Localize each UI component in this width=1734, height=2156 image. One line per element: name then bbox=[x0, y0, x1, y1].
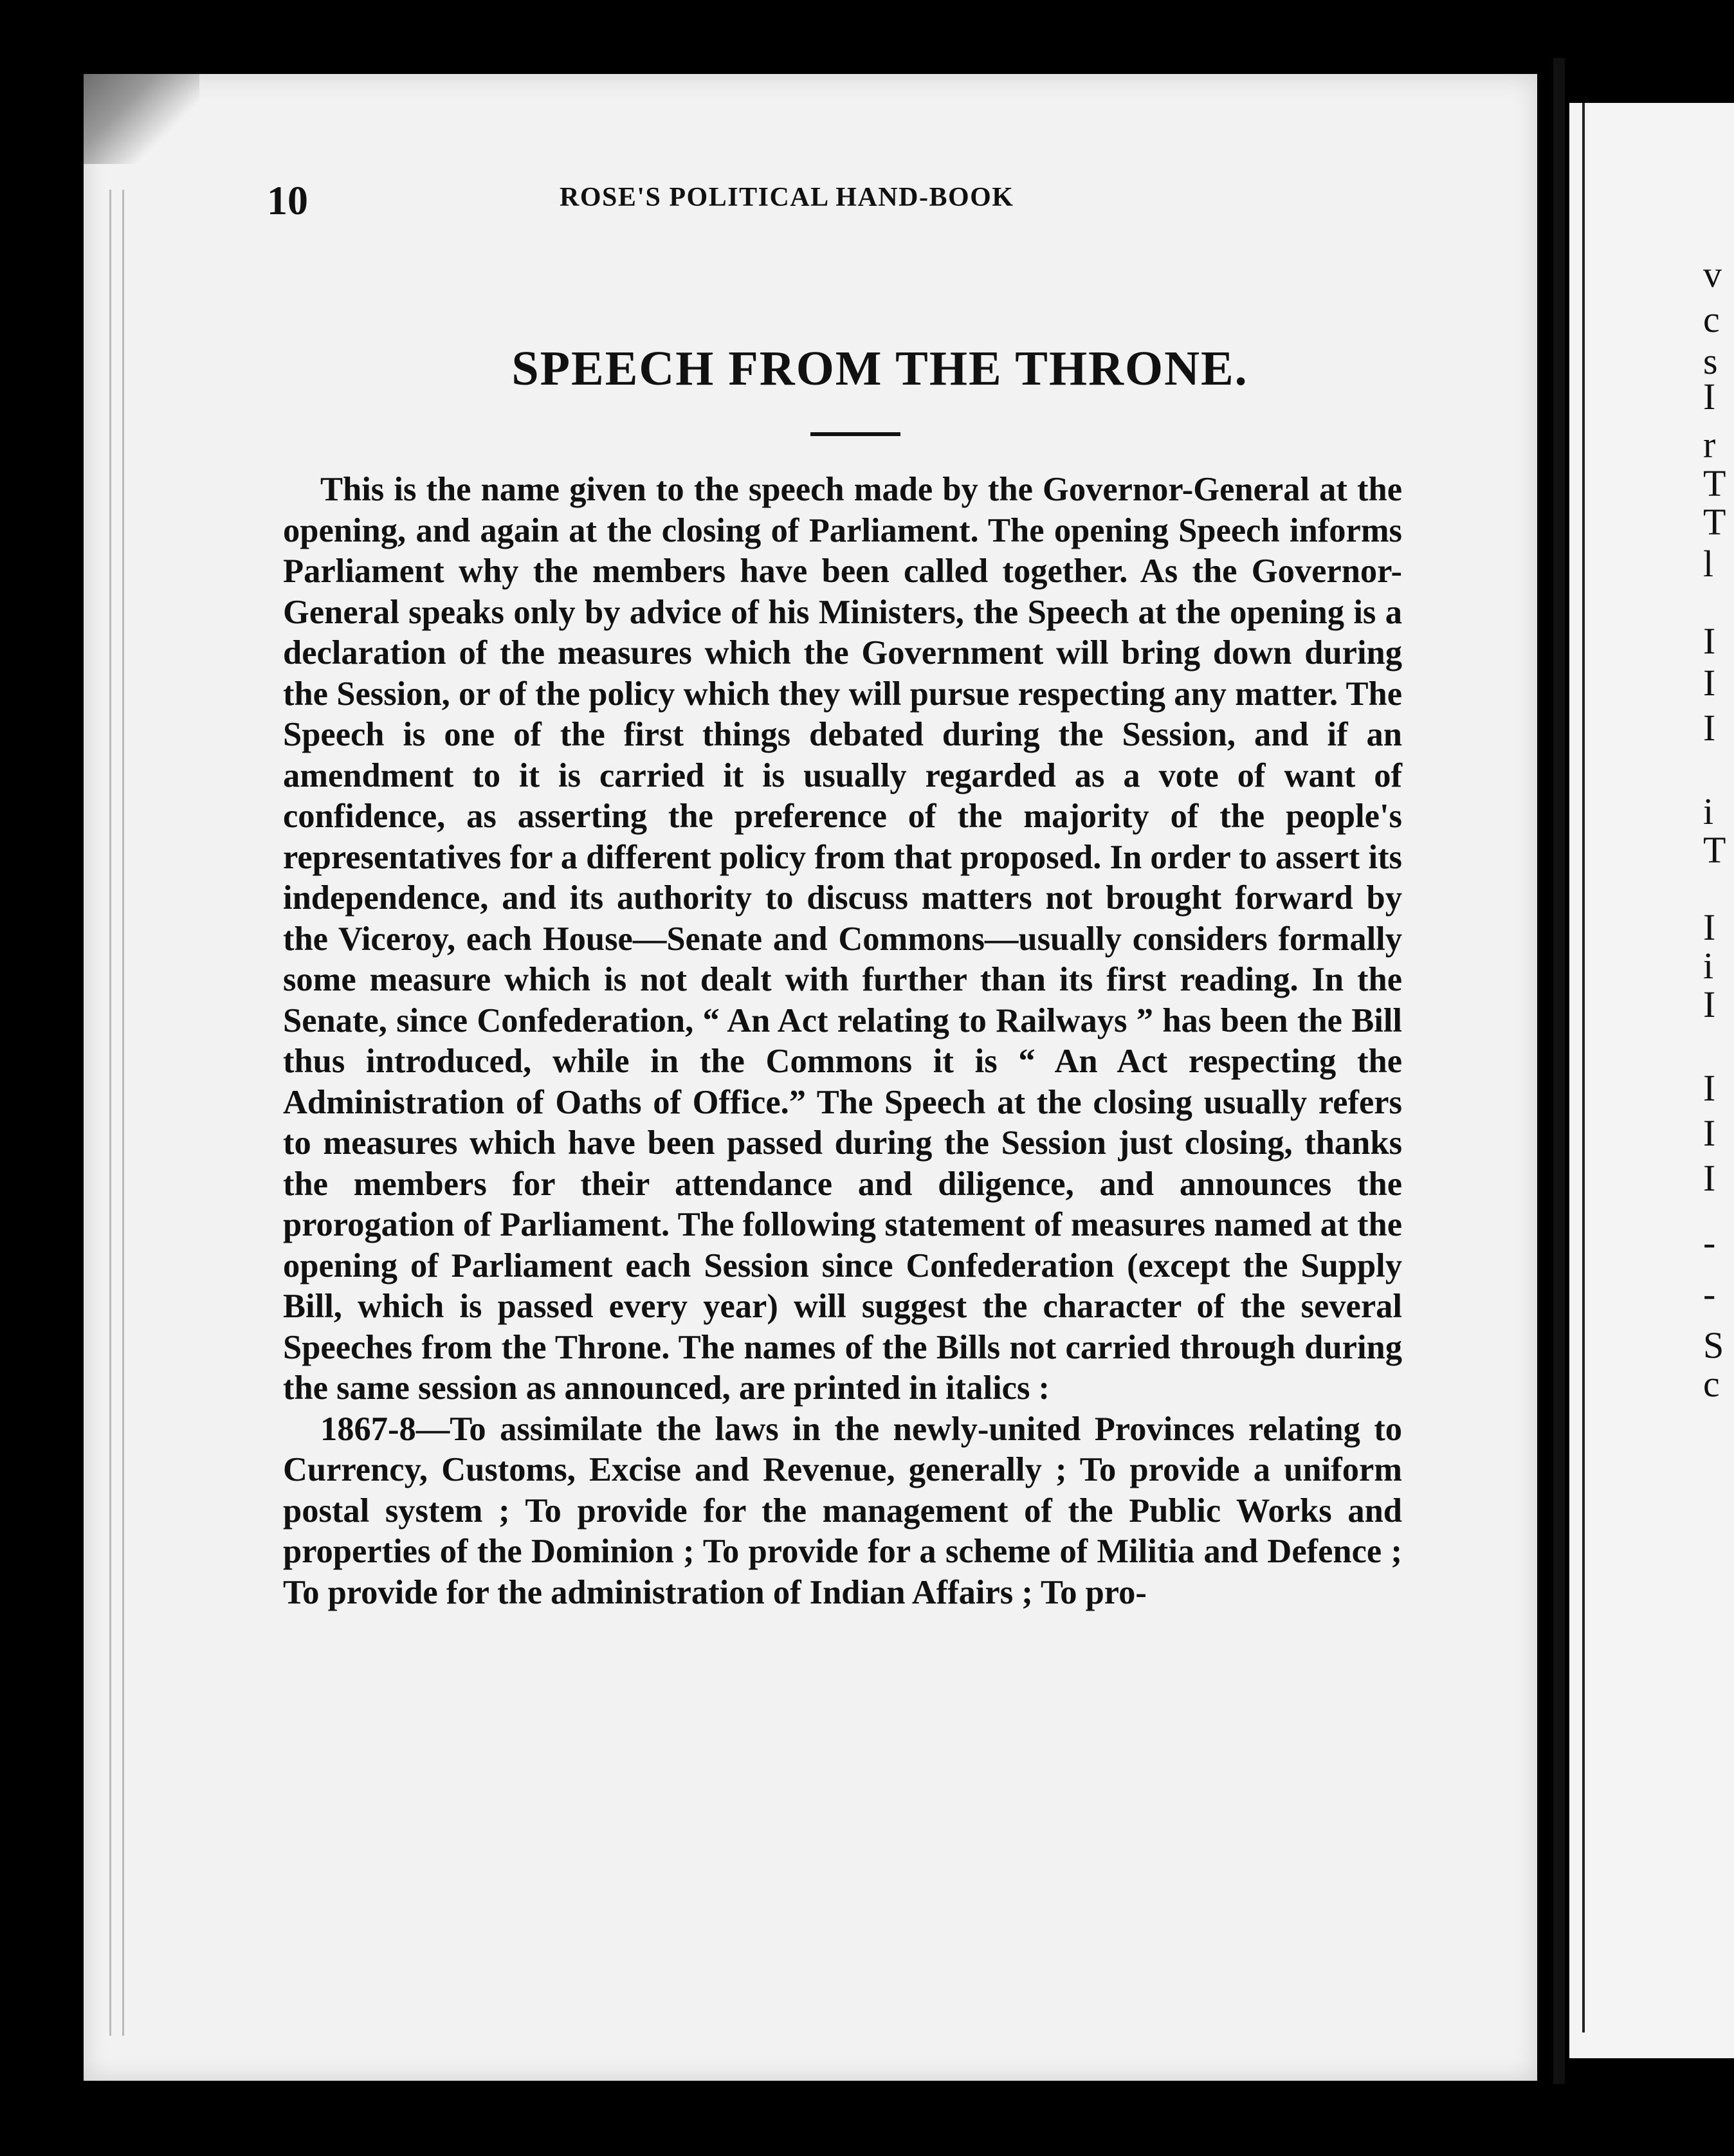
facing-page-character: T bbox=[1703, 829, 1726, 871]
facing-page-character: c bbox=[1703, 1363, 1720, 1405]
facing-page-character: I bbox=[1703, 1112, 1716, 1154]
facing-page-character: I bbox=[1703, 1067, 1716, 1109]
page-corner-wear bbox=[84, 74, 199, 164]
facing-page-character: i bbox=[1703, 790, 1714, 832]
section-title: SPEECH FROM THE THRONE. bbox=[511, 342, 1248, 396]
facing-page-character: S bbox=[1703, 1324, 1724, 1366]
facing-page-character: c bbox=[1703, 298, 1720, 340]
facing-page-character: - bbox=[1703, 1221, 1716, 1263]
facing-page-character: T bbox=[1703, 501, 1726, 543]
running-head bbox=[267, 177, 1553, 228]
paragraph: This is the name given to the speech made by the Governor-General at the opening, and again at the closing of Parliament. The opening Speech informs Parliament why the members have been called together. As the Governor-General speaks only by advice of his Ministers, the Speech at the opening is a declaration of the measures which the Government will bring down during the Session, or of the policy which they will pursue respecting any matter. The Speech is one of the first things debated during the Session, and if an amendment to it is carried it is usually regarded as a vote of want of confidence, as asserting the preference of the majority of the people's representatives for a different policy from that proposed. In order to assert its independence, and its authority to discuss matters not brought forward by the Viceroy, each House—Senate and Commons—usually considers formally some measure which is not dealt with further than its first reading. In the Senate, since Confederation, “ An Act relating to Railways ” has been the Bill thus introduced, while in the Commons it is “ An Act respecting the Administration of Oaths of Office.” The Speech at the closing usually refers to measures which have been passed during the Session just closing, thanks the members for their attendance and diligence, and announces the prorogation of Parliament. The following statement of measures named at the opening of Parliament each Session since Confederation (except the Supply Bill, which is passed every year) will suggest the character of the several Speeches from the Throne. The names of the Bills not carried through during the same session as announced, are printed in italics : bbox=[283, 471, 1402, 1407]
facing-page-character: I bbox=[1703, 707, 1716, 749]
body-text bbox=[283, 470, 1402, 1613]
facing-page-character: I bbox=[1703, 906, 1716, 948]
facing-page-character: T bbox=[1703, 462, 1726, 504]
page-number: 10 bbox=[267, 178, 308, 223]
facing-page-character: - bbox=[1703, 1273, 1716, 1315]
paragraph: 1867-8—To assimilate the laws in the newly-united Provinces relating to Currency, Customs, Excise and Revenue, generally ; To provide a uniform postal system ; To provide for the management of the Public Works and properties of the Dominion ; To provide for a scheme of Militia and Defence ; To provide for the administration of Indian Affairs ; To pro- bbox=[283, 1410, 1402, 1611]
title-rule bbox=[810, 432, 900, 436]
facing-page-character: i bbox=[1703, 945, 1714, 987]
running-head-title: ROSE'S POLITICAL HAND-BOOK bbox=[560, 183, 1014, 212]
facing-page-character: l bbox=[1703, 543, 1714, 585]
page-edge-line bbox=[109, 190, 111, 2036]
facing-page-character: I bbox=[1703, 983, 1716, 1025]
facing-page-character: I bbox=[1703, 662, 1716, 704]
facing-page-character: v bbox=[1703, 253, 1722, 295]
facing-page-character: I bbox=[1703, 620, 1716, 662]
facing-page-character: r bbox=[1703, 424, 1716, 466]
facing-page-character: I bbox=[1703, 376, 1716, 417]
facing-page-character: I bbox=[1703, 1157, 1716, 1199]
facing-page-character: s bbox=[1703, 340, 1718, 382]
page-edge-line bbox=[122, 190, 124, 2036]
